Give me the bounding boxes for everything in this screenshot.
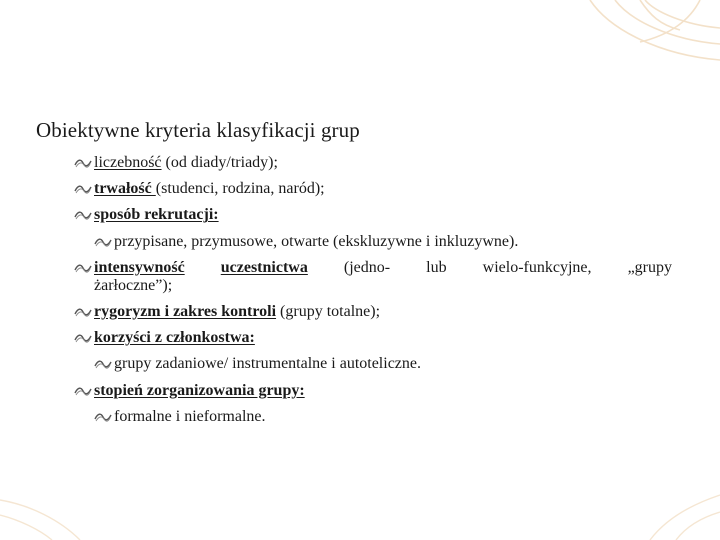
item-text: grupy zadaniowe/ instrumentalne i autoteliczne. — [114, 355, 421, 373]
wave-bullet-icon — [74, 209, 92, 221]
wave-bullet-icon — [74, 183, 92, 195]
item-line-1 — [94, 259, 672, 277]
wave-bullet-icon — [74, 332, 92, 344]
wave-bullet-icon — [74, 157, 92, 169]
list-item — [72, 180, 672, 198]
list-item — [72, 382, 672, 400]
bullet-list — [72, 154, 672, 434]
list-item — [72, 154, 672, 172]
item-term: liczebność — [94, 154, 162, 171]
item-term: rygoryzm i zakres kontroli — [94, 302, 277, 320]
item-term: korzyści z członkostwa: — [94, 329, 255, 347]
item-text: (jedno- lub wielo-funkcyjne, „grupy — [343, 258, 673, 276]
item-term: trwałość — [94, 180, 156, 198]
list-item — [72, 303, 672, 321]
item-term: intensywność — [94, 258, 185, 276]
item-term: stopień zorganizowania grupy: — [94, 381, 305, 399]
slide-title: Obiektywne kryteria klasyfikacji grup — [36, 118, 360, 142]
item-text: przypisane, przymusowe, otwarte (ekskluzywne i inkluzywne). — [114, 232, 519, 250]
item-term: sposób rekrutacji: — [94, 206, 219, 224]
list-subitem — [72, 233, 672, 251]
item-text: (grupy totalne); — [276, 302, 381, 320]
list-subitem — [72, 355, 672, 373]
item-text: (studenci, rodzina, naród); — [155, 180, 325, 198]
wave-bullet-icon — [74, 262, 92, 274]
item-term-2: uczestnictwa — [220, 258, 308, 276]
list-subitem — [72, 408, 672, 426]
wave-bullet-icon — [74, 385, 92, 397]
wave-bullet-icon — [94, 358, 112, 370]
wave-bullet-icon — [94, 411, 112, 423]
list-item — [72, 329, 672, 347]
item-text: (od diady/triady); — [161, 154, 278, 171]
item-text: formalne i nieformalne. — [114, 407, 266, 425]
list-item — [72, 259, 672, 295]
wave-bullet-icon — [94, 236, 112, 248]
item-line-2: żarłoczne”); — [94, 276, 173, 294]
wave-bullet-icon — [74, 306, 92, 318]
list-item — [72, 206, 672, 224]
